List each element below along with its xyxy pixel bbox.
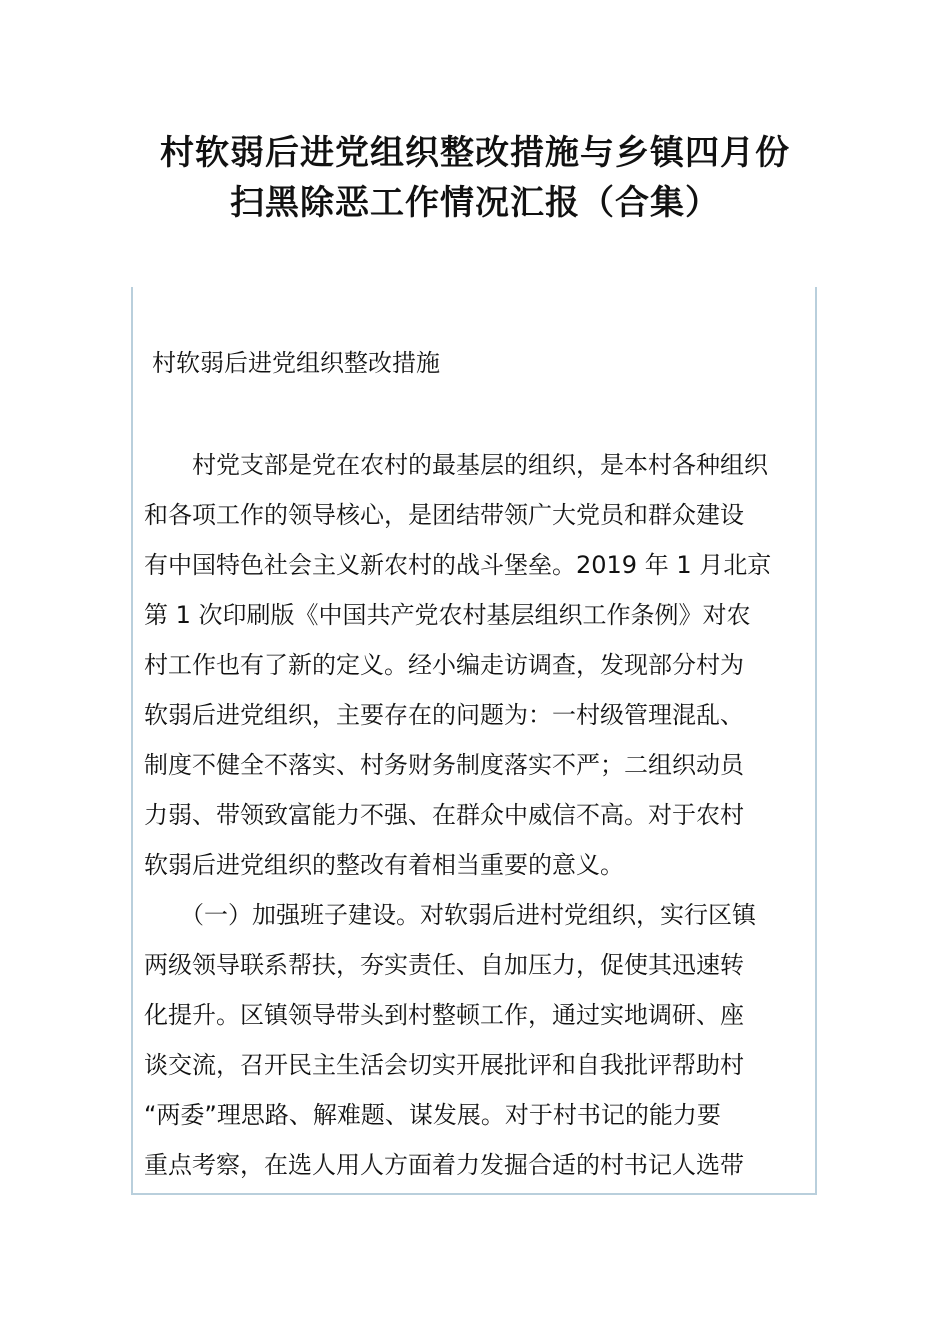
- section-title: 村软弱后进党组织整改措施: [152, 349, 440, 377]
- body-line: 村工作也有了新的定义。经小编走访调查，发现部分村为: [144, 651, 744, 679]
- body-line: 第 1 次印刷版《中国共产党农村基层组织工作条例》对农: [144, 601, 751, 629]
- body-line: 两级领导联系帮扶，夯实责任、自加压力，促使其迅速转: [144, 951, 744, 979]
- body-line: 力弱、带领致富能力不强、在群众中威信不高。对于农村: [144, 801, 744, 829]
- title-line-2: 扫黑除恶工作情况汇报（合集）: [230, 183, 720, 223]
- body-line: 软弱后进党组织的整改有着相当重要的意义。: [144, 851, 624, 879]
- body-line: 软弱后进党组织，主要存在的问题为：一村级管理混乱、: [144, 701, 744, 729]
- body-text: [144, 440, 809, 1190]
- body-line: 有中国特色社会主义新农村的战斗堡垒。2019 年 1 月北京: [144, 551, 772, 579]
- body-line: 重点考察，在选人用人方面着力发掘合适的村书记人选带: [144, 1151, 744, 1179]
- body-line: 和各项工作的领导核心，是团结带领广大党员和群众建设: [144, 501, 744, 529]
- body-line: 村党支部是党在农村的最基层的组织，是本村各种组织: [144, 451, 768, 479]
- body-line: （一）加强班子建设。对软弱后进村党组织，实行区镇: [144, 901, 756, 929]
- body-line: 化提升。区镇领导带头到村整顿工作，通过实地调研、座: [144, 1001, 744, 1029]
- document-title: [0, 128, 950, 228]
- title-line-1: 村软弱后进党组织整改措施与乡镇四月份: [160, 133, 790, 173]
- body-line: 谈交流，召开民主生活会切实开展批评和自我批评帮助村: [144, 1051, 744, 1079]
- body-line: “两委”理思路、解难题、谋发展。对于村书记的能力要: [144, 1101, 721, 1129]
- body-line: 制度不健全不落实、村务财务制度落实不严；二组织动员: [144, 751, 744, 779]
